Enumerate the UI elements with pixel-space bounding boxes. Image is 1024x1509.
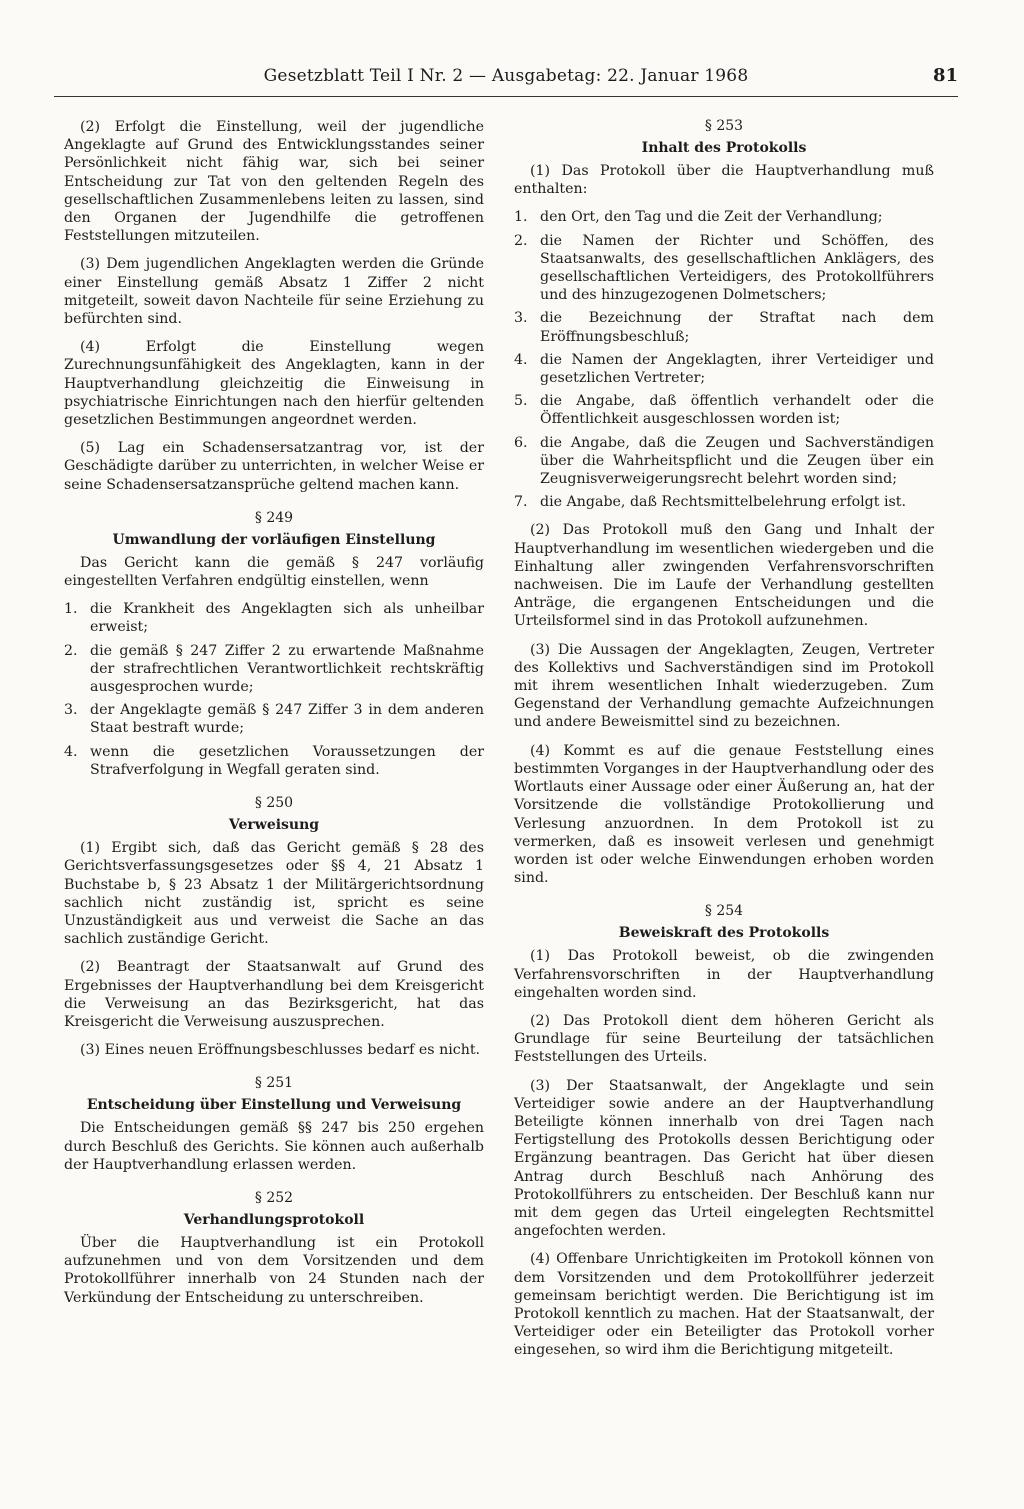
list-item-text: die Namen der Angeklagten, ihrer Verteidiger und gesetzlichen Vertreter; <box>540 351 934 387</box>
list-item <box>514 309 934 345</box>
section-number: § 251 <box>254 1075 294 1092</box>
list-item <box>514 493 934 511</box>
paragraph: (2) Das Protokoll muß den Gang und Inhalt der Hauptverhandlung im wesentlichen wiedergeben und die Einhaltung aller zwingenden Verfahrensvorschriften nachweisen. Die im Laufe der Verhandlung gestellten Anträge, die ergangenen Entscheidungen und die Urteilsformel sind in das Protokoll aufzunehmen. <box>514 522 934 630</box>
paragraph: (5) Lag ein Schadensersatzantrag vor, ist der Geschädigte darüber zu unterrichten, in welcher Weise er seine Schadensersatzansprüche geltend machen kann. <box>64 440 484 493</box>
list-item-text: wenn die gesetzlichen Voraussetzungen der Strafverfolgung in Wegfall geraten sind. <box>90 743 484 778</box>
paragraph: (2) Erfolgt die Einstellung, weil der jugendliche Angeklagte auf Grund des Entwicklungsstandes seiner Persönlichkeit nicht fähig war, sich bei seiner Entscheidung zur Tat von den geltenden Regeln des gesellschaftlichen Zusammenlebens leiten zu lassen, sind den Organen der Jugendhilfe die getroffenen Feststellungen mitzuteilen. <box>64 119 484 245</box>
section-number: § 252 <box>254 1189 294 1206</box>
page-number: 81 <box>932 65 958 86</box>
list-item-number: 3. <box>514 310 528 327</box>
paragraph: (3) Der Staatsanwalt, der Angeklagte und sein Verteidiger sowie andere an der Hauptverhandlung Beteiligte können innerhalb von drei Tagen nach Fertigstellung des Protokolls dessen Berichtigung oder Ergänzung beantragen. Das Gericht hat über diesen Antrag durch Beschluß nach Anhörung des Protokollführers zu entscheiden. Der Beschluß kann nur mit dem gegen das Urteil eingelegten Rechtsmittel angefochten werden. <box>514 1077 934 1240</box>
left-column <box>64 118 484 1317</box>
publication-title: Gesetzblatt Teil I Nr. 2 — Ausgabetag: 22. Januar 1968 <box>263 66 749 86</box>
paragraph: (2) Beantragt der Staatsanwalt auf Grund des Ergebnisses der Hauptverhandlung bei dem Kreisgericht die Verweisung an das Bezirksgericht, hat das Kreisgericht die Verweisung auszusprechen. <box>64 959 484 1030</box>
paragraph: Das Gericht kann die gemäß § 247 vorläufig eingestellten Verfahren endgültig einstellen, wenn <box>64 554 484 590</box>
list-item <box>514 232 934 305</box>
list-item <box>64 600 484 636</box>
list-item-number: 1. <box>64 601 78 618</box>
list-item <box>514 392 934 428</box>
list-item-text: der Angeklagte gemäß § 247 Ziffer 3 in dem anderen Staat bestraft wurde; <box>90 702 484 737</box>
list-item-text: die Namen der Richter und Schöffen, des Staatsanwalts, des gesellschaftlichen Anklägers, des gesellschaftlichen Verteidigers, des Protokollführers und des hinzugezogenen Dolmetschers; <box>540 232 934 304</box>
section-number: § 254 <box>704 903 744 920</box>
section-title: Verweisung <box>228 817 320 834</box>
paragraph: (3) Eines neuen Eröffnungsbeschlusses bedarf es nicht. <box>80 1042 481 1059</box>
list-item-text: die Krankheit des Angeklagten sich als unheilbar erweist; <box>90 601 484 636</box>
paragraph: (4) Kommt es auf die genaue Feststellung eines bestimmten Vorganges in der Hauptverhandlung oder des Wortlauts einer Aussage oder einer Äußerung an, hat der Vorsitzende die vollständige Protokollierung und Verlesung anzuordnen. In dem Protokoll ist zu vermerken, daß es insoweit verlesen und genehmigt worden ist oder welche Einwendungen erhoben worden sind. <box>514 742 934 887</box>
list-item-text: die gemäß § 247 Ziffer 2 zu erwartende Maßnahme der strafrechtlichen Verantwortlichkeit rechtskräftig ausgesprochen wurde; <box>90 642 484 696</box>
section-number: § 249 <box>254 509 294 526</box>
paragraph: Die Entscheidungen gemäß §§ 247 bis 250 ergehen durch Beschluß des Gerichts. Sie können auch außerhalb der Hauptverhandlung erlassen werden. <box>64 1120 484 1173</box>
section-title: Verhandlungsprotokoll <box>183 1211 365 1228</box>
paragraph: (3) Dem jugendlichen Angeklagten werden die Gründe einer Einstellung gemäß Absatz 1 Ziffer 2 nicht mitgeteilt, soweit davon Nachteile für seine Erziehung zu befürchten sind. <box>64 256 484 328</box>
list-item-number: 6. <box>514 434 528 451</box>
list-item <box>514 434 934 489</box>
numbered-list <box>514 208 934 511</box>
section-title: Beweiskraft des Protokolls <box>618 925 830 942</box>
list-item-number: 7. <box>514 494 528 511</box>
paragraph: (1) Ergibt sich, daß das Gericht gemäß § 28 des Gerichtsverfassungsgesetzes oder §§ 4, 21 Absatz 1 Buchstabe b, § 23 Absatz 1 der Militärgerichtsordnung sachlich nicht zuständig ist, spricht es seine Unzuständigkeit aus und verweist die Sache an das sachlich zuständige Gericht. <box>64 840 484 948</box>
list-item <box>514 208 934 226</box>
list-item-number: 4. <box>64 743 78 760</box>
list-item-text: die Bezeichnung der Straftat nach dem Eröffnungsbeschluß; <box>540 310 934 345</box>
section-title: Entscheidung über Einstellung und Verweisung <box>86 1097 462 1114</box>
list-item-number: 3. <box>64 702 78 719</box>
list-item-text: die Angabe, daß die Zeugen und Sachverständigen über die Wahrheitspflicht und die Zeugen über ein Zeugnisverweigerungsrecht belehrt worden sind; <box>540 434 934 488</box>
section-title: Umwandlung der vorläufigen Einstellung <box>112 531 436 548</box>
page-header <box>54 60 958 97</box>
paragraph: Über die Hauptverhandlung ist ein Protokoll aufzunehmen und von dem Vorsitzenden und dem Protokollführer innerhalb von 24 Stunden nach der Verkündung der Entscheidung zu unterschreiben. <box>64 1234 484 1306</box>
list-item-text: den Ort, den Tag und die Zeit der Verhandlung; <box>540 209 883 226</box>
list-item <box>514 351 934 387</box>
paragraph: (1) Das Protokoll beweist, ob die zwingenden Verfahrensvorschriften in der Hauptverhandlung eingehalten worden sind. <box>514 948 934 1001</box>
paragraph: (4) Erfolgt die Einstellung wegen Zurechnungsunfähigkeit des Angeklagten, kann in der Hauptverhandlung gleichzeitig die Einweisung in psychiatrische Einrichtungen nach den hierfür geltenden gesetzlichen Bestimmungen angeordnet werden. <box>64 339 484 429</box>
list-item-text: die Angabe, daß Rechtsmittelbelehrung erfolgt ist. <box>540 494 906 511</box>
list-item-number: 2. <box>64 642 78 659</box>
right-column <box>514 118 934 1370</box>
section-number: § 250 <box>254 795 294 812</box>
paragraph: (1) Das Protokoll über die Hauptverhandlung muß enthalten: <box>514 163 934 198</box>
section-title: Inhalt des Protokolls <box>641 140 807 156</box>
list-item <box>64 743 484 779</box>
paragraph: (2) Das Protokoll dient dem höheren Gericht als Grundlage für seine Beurteilung der tatsächlichen Feststellungen des Urteils. <box>514 1012 934 1066</box>
list-item-number: 5. <box>514 393 528 410</box>
list-item-number: 2. <box>514 232 528 249</box>
list-item-text: die Angabe, daß öffentlich verhandelt oder die Öffentlichkeit ausgeschlossen worden ist; <box>540 393 934 428</box>
list-item <box>64 642 484 697</box>
paragraph: (4) Offenbare Unrichtigkeiten im Protokoll können von dem Vorsitzenden und dem Protokollführer jederzeit gemeinsam berichtigt werden. Die Berichtigung ist im Protokoll kenntlich zu machen. Hat der Staatsanwalt, der Verteidiger oder ein Beteiligter das Protokoll vorher eingesehen, so wird ihm die Berichtigung mitgeteilt. <box>514 1251 934 1359</box>
paragraph: (3) Die Aussagen der Angeklagten, Zeugen, Vertreter des Kollektivs und Sachverständigen sind im Protokoll mit ihrem wesentlichen Inhalt wiederzugeben. Zum Gegenstand der Verhandlung gemachte Aufzeichnungen und andere Beweismittel sind zu bezeichnen. <box>514 641 934 731</box>
numbered-list <box>64 600 484 779</box>
section-number: § 253 <box>704 118 744 134</box>
list-item-number: 4. <box>514 351 528 368</box>
list-item <box>64 701 484 737</box>
list-item-number: 1. <box>514 209 528 226</box>
